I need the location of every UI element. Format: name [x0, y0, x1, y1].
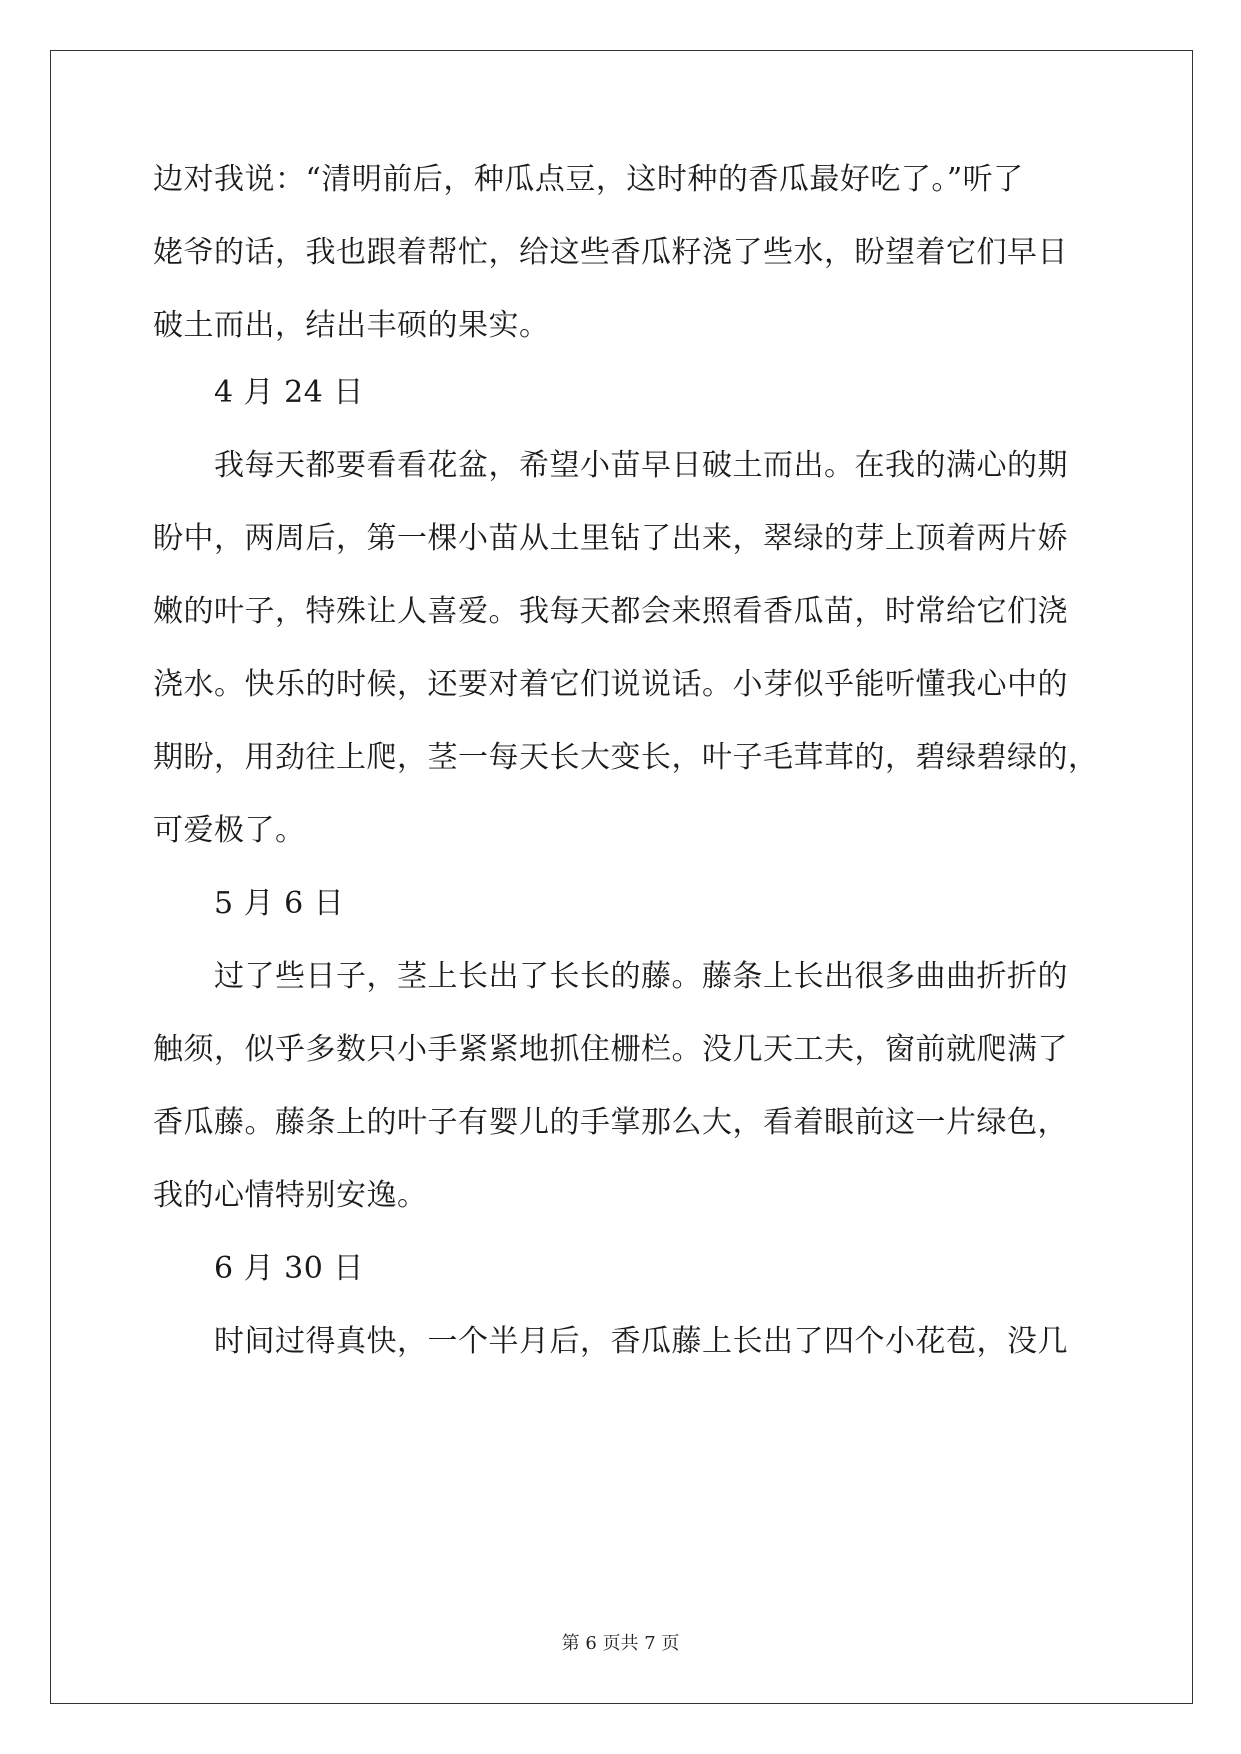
- text-line: 我每天都要看看花盆，希望小苗早日破土而出。在我的满心的期: [214, 448, 1068, 483]
- text-line: 破土而出，结出丰硕的果实。: [153, 308, 550, 343]
- text-line: 盼中，两周后，第一棵小苗从土里钻了出来，翠绿的芽上顶着两片娇: [153, 521, 1068, 556]
- text-line: 过了些日子，茎上长出了长长的藤。藤条上长出很多曲曲折折的: [214, 959, 1068, 994]
- page-footer: [0, 1632, 1241, 1656]
- text-line: 可爱极了。: [153, 813, 306, 848]
- date-heading: 4 月 24 日: [214, 375, 364, 410]
- text-line: 时间过得真快，一个半月后，香瓜藤上长出了四个小花苞，没几: [214, 1324, 1068, 1359]
- text-line: 浇水。快乐的时候，还要对着它们说说话。小芽似乎能听懂我心中的: [153, 667, 1068, 702]
- page-border: [50, 50, 1193, 1704]
- text-line: 边对我说：“清明前后，种瓜点豆，这时种的香瓜最好吃了。”听了: [153, 162, 1024, 197]
- text-line: 香瓜藤。藤条上的叶子有婴儿的手掌那么大，看着眼前这一片绿色，: [153, 1105, 1068, 1140]
- date-heading: 6 月 30 日: [214, 1251, 364, 1286]
- text-line: 姥爷的话，我也跟着帮忙，给这些香瓜籽浇了些水，盼望着它们早日: [153, 235, 1068, 270]
- date-heading: 5 月 6 日: [214, 886, 345, 921]
- text-line: 期盼，用劲往上爬，茎一每天长大变长，叶子毛茸茸的，碧绿碧绿的，: [153, 740, 1099, 775]
- text-line: 我的心情特别安逸。: [153, 1178, 428, 1213]
- page-number: 第 6 页: [561, 1633, 621, 1654]
- text-line: 触须，似乎多数只小手紧紧地抓住栅栏。没几天工夫，窗前就爬满了: [153, 1032, 1068, 1067]
- page-total: 共 7 页: [620, 1633, 680, 1654]
- text-line: 嫩的叶子，特殊让人喜爱。我每天都会来照看香瓜苗，时常给它们浇: [153, 594, 1068, 629]
